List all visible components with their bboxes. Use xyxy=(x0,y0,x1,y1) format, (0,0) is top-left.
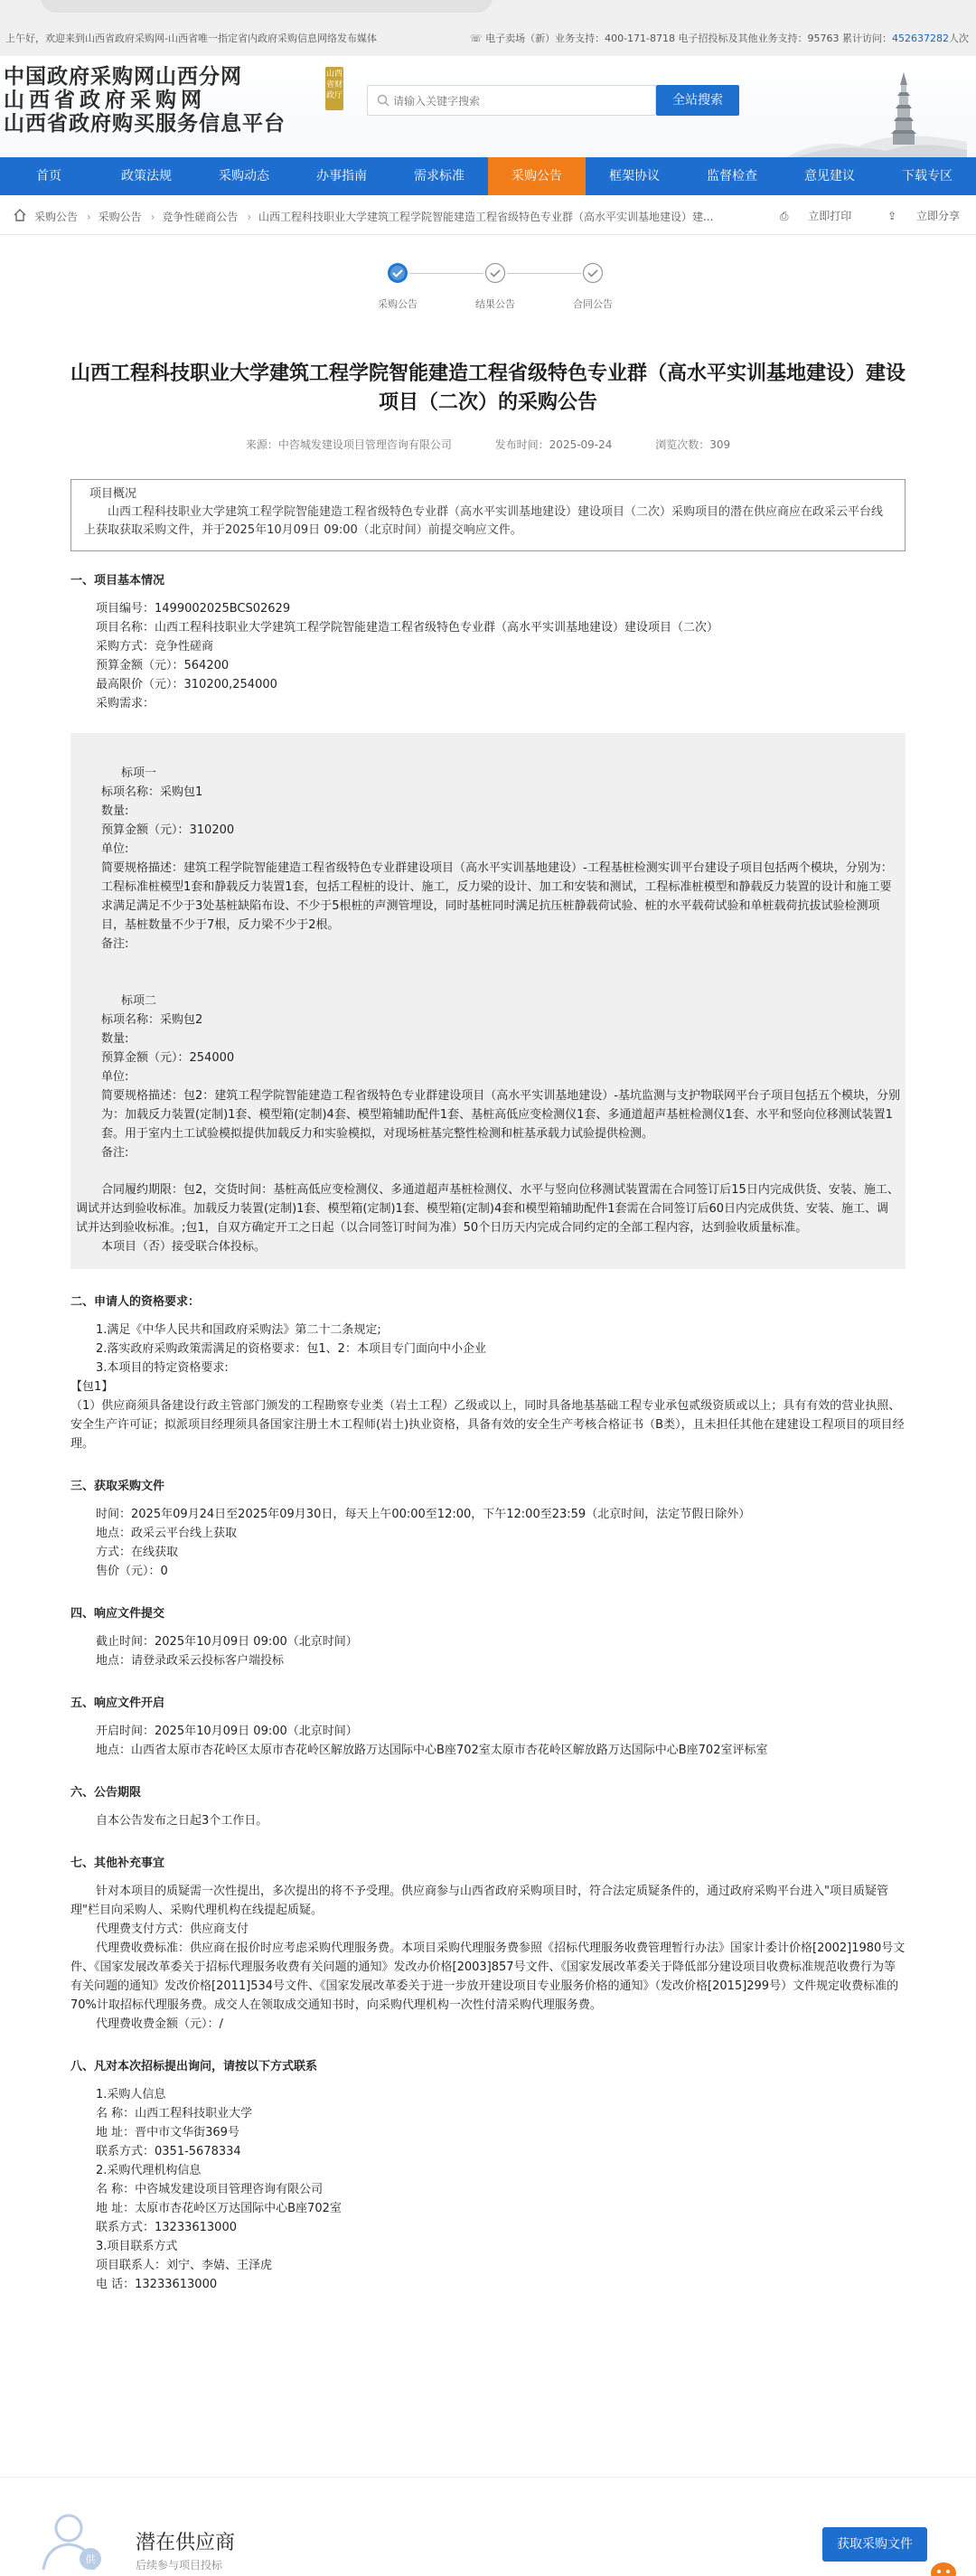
finance-seal: 山西省财政厅 xyxy=(325,67,343,110)
main-nav xyxy=(0,157,976,195)
info-line: 采购方式：竞争性磋商 xyxy=(96,640,214,653)
info-line: 代理费收费金额（元）：/ xyxy=(96,2017,223,2031)
visit-count: 452637282 xyxy=(892,33,949,44)
contact-text: 电子卖场（新）业务支持：400-171-8718 电子招投标及其他业务支持：95763 累计访问： xyxy=(485,33,892,44)
breadcrumb-separator: › xyxy=(150,211,155,223)
info-line: 地点：政采云平台线上获取 xyxy=(96,1527,238,1540)
logo-line-2: 山西省政府采购网 xyxy=(4,88,206,112)
info-line: 名 称：中咨城发建设项目管理咨询有限公司 xyxy=(96,2183,324,2196)
breadcrumb-item[interactable]: 采购公告 xyxy=(34,211,79,223)
section-heading: 二、申请人的资格要求： xyxy=(70,1295,201,1309)
section-heading: 八、凡对本次招标提出询问，请按以下方式联系 xyxy=(70,2060,318,2073)
breadcrumb xyxy=(0,197,976,235)
nav-home[interactable]: 首页 xyxy=(36,169,61,183)
bid-head: 标项一 xyxy=(121,766,157,780)
breadcrumb-current: 山西工程科技职业大学建筑工程学院智能建造工程省级特色专业群（高水平实训基地建设）建... xyxy=(258,211,714,223)
nav-framework[interactable]: 框架协议 xyxy=(609,169,660,183)
consortium-note: 本项目（否）接受联合体投标。 xyxy=(101,1240,267,1254)
supplier-subtitle: 后续参与项目投标 xyxy=(136,2559,223,2571)
search-input[interactable] xyxy=(393,91,646,111)
section-heading: 三、获取采购文件 xyxy=(70,1480,165,1493)
title-line-1: 山西工程科技职业大学建筑工程学院智能建造工程省级特色专业群（高水平实训基地建设）建设 xyxy=(70,362,906,385)
overview-heading: 项目概况 xyxy=(89,487,137,501)
info-paragraph: 针对本项目的质疑需一次性提出，多次提出的将不予受理。供应商参与山西省政府采购项目时，符合法定质疑条件的，通过政府采购平台进入"项目质疑管理"栏目向采购人、采购代理机构在线提起质疑。 xyxy=(70,1885,888,1917)
step-procurement[interactable] xyxy=(361,262,434,311)
contact-info xyxy=(470,31,969,45)
bid-note: 备注: xyxy=(101,1146,129,1160)
overview-text: 山西工程科技职业大学建筑工程学院智能建造工程省级特色专业群（高水平实训基地建设）建设项目（二次）采购项目的潜在供应商应在政采云平台线上获取获取采购文件，并于2025年10月09日 09:00（北京时间）前提交响应文件。 xyxy=(84,505,884,537)
site-logo[interactable] xyxy=(4,65,286,136)
get-documents-button[interactable]: 获取采购文件 xyxy=(822,2527,927,2562)
info-paragraph: （1）供应商须具备建设行政主管部门颁发的工程勘察专业类（岩土工程）乙级或以上，同时具备地基基础工程专业承包贰级资质或以上；具有有效的营业执照、安全生产许可证；拟派项目经理须具备国家注册土木工程师(岩土)执业资格，具备有效的安全生产考核合格证书（B类），且未担任其他在建建设工程项目的项目经理。 xyxy=(70,1399,905,1451)
site-header xyxy=(0,56,976,157)
contract-period: 合同履约期限：包2，交货时间：基桩高低应变检测仪、多通道超声基桩检测仪、水平与竖向位移测试装置需在合同签订后15日内完成供货、安装、施工、调试并达到验收标准。加载反力装置(定制)1套、模型箱(定制)1套、模型箱(定制)4套和模型箱辅助配件1套需在合同签订后60日内完成供货、安装、施工、调试并达到验收标准。;包1，自双方确定开工之日起（以合同签订时间为准）50个日历天内完成合同约定的全部工程内容，达到验收质量标准。 xyxy=(76,1183,899,1235)
progress-steps xyxy=(0,262,976,316)
section-heading: 六、公告期限 xyxy=(70,1786,142,1800)
info-line: 3.本项目的特定资格要求: xyxy=(96,1361,229,1375)
info-line: 2.采购代理机构信息 xyxy=(96,2164,202,2177)
bid-head: 标项二 xyxy=(121,994,157,1008)
step-label: 采购公告 xyxy=(378,298,418,310)
bid-budget: 预算金额（元）：310200 xyxy=(101,823,235,837)
bid-qty: 数量: xyxy=(101,1032,129,1046)
check-circle-icon xyxy=(582,262,604,284)
bid-note: 备注: xyxy=(101,937,129,951)
info-line: 1.满足《中华人民共和国政府采购法》第二十二条规定; xyxy=(96,1323,381,1337)
share-icon: ⇪ xyxy=(887,210,900,222)
step-result[interactable] xyxy=(459,262,531,311)
check-circle-icon xyxy=(387,262,408,284)
logo-line-1: 中国政府采购网山西分网 xyxy=(4,64,242,89)
step-label: 合同公告 xyxy=(573,298,613,310)
share-label: 立即分享 xyxy=(915,210,960,222)
breadcrumb-separator: › xyxy=(87,211,91,223)
bid-package-2 xyxy=(76,992,900,1162)
nav-standards[interactable]: 需求标准 xyxy=(414,169,465,183)
step-contract[interactable] xyxy=(557,262,629,311)
print-label: 立即打印 xyxy=(808,210,852,222)
info-line: 预算金额（元）：564200 xyxy=(96,659,230,672)
check-circle-icon xyxy=(484,262,506,284)
section-heading: 一、项目基本情况 xyxy=(70,574,165,588)
bid-qty: 数量: xyxy=(101,804,129,818)
info-line: 联系方式：13233613000 xyxy=(96,2221,237,2234)
svg-text:供: 供 xyxy=(85,2553,96,2565)
bid-unit: 单位: xyxy=(101,842,129,856)
info-line: 项目编号：1499002025BCS02629 xyxy=(96,602,291,616)
bid-unit: 单位: xyxy=(101,1070,129,1084)
info-line: 最高限价（元）：310200,254000 xyxy=(96,678,277,691)
welcome-text: 上午好，欢迎来到山西省政府采购网-山西省唯一指定省内政府采购信息网络发布媒体 xyxy=(5,33,377,44)
info-line: 方式：在线获取 xyxy=(96,1546,179,1559)
page-title xyxy=(54,360,922,418)
article-body xyxy=(70,560,906,2294)
bid-spec: 简要规格描述：包2：建筑工程学院智能建造工程省级特色专业群建设项目（高水平实训基地建设）-基坑监测与支护物联网平台子项目包括五个模块，分别为：加载反力装置(定制)1套、模型箱(定制)4套、模型箱辅助配件1套、基桩高低应变检测仪1套、多通道超声基桩检测仪1套、水平和竖向位移测试装置1套。用于室内土工试验模拟提供加载反力和实验模拟，对现场桩基完整性检测和桩基承载力试验提供检测。 xyxy=(101,1089,900,1141)
info-line: 【包1】 xyxy=(70,1380,114,1394)
info-line: 1.采购人信息 xyxy=(96,2088,166,2101)
breadcrumb-item[interactable]: 采购公告 xyxy=(98,211,142,223)
bid-budget: 预算金额（元）：254000 xyxy=(101,1051,235,1065)
article-meta xyxy=(0,437,976,452)
info-line: 截止时间：2025年10月09日 09:00（北京时间） xyxy=(96,1635,358,1649)
info-line: 联系方式：0351-5678334 xyxy=(96,2145,241,2158)
pagoda-illustration xyxy=(786,56,967,157)
printer-icon: ⎙ xyxy=(779,210,793,222)
nav-guide[interactable]: 办事指南 xyxy=(316,169,367,183)
nav-policy[interactable]: 政策法规 xyxy=(121,169,172,183)
info-line: 自本公告发布之日起3个工作日。 xyxy=(96,1814,268,1828)
phone-icon: ☏ xyxy=(469,33,486,44)
article-date: 发布时间：2025-09-24 xyxy=(494,438,613,451)
search-button[interactable]: 全站搜索 xyxy=(656,85,739,116)
article-source: 来源：中咨城发建设项目管理咨询有限公司 xyxy=(245,438,452,451)
supplier-title: 潜在供应商 xyxy=(136,2532,236,2554)
info-line: 采购需求： xyxy=(96,697,155,710)
logo-line-3: 山西省政府购买服务信息平台 xyxy=(4,111,286,136)
nav-feedback[interactable]: 意见建议 xyxy=(804,169,855,183)
bid-spec: 简要规格描述：建筑工程学院智能建造工程省级特色专业群建设项目（高水平实训基地建设）-工程基桩检测实训平台建设子项目包括两个模块，分别为：工程标准桩模型1套和静载反力装置1套，包括工程桩的设计、施工，反力梁的设计、加工和安装和测试，工程标准桩模型和静载反力装置的设计和施工要求满足满足不少于3处基桩缺陷布设、不少于5根桩的声测管埋设，同时基桩同时满足抗压桩静载荷试验、桩的水平载荷试验和单桩载荷抗拔试验检测项目，基桩数量不少于7根，反力梁不少于2根。 xyxy=(101,861,893,932)
bid-name: 标项名称：采购包2 xyxy=(101,1013,203,1027)
info-line: 名 称：山西工程科技职业大学 xyxy=(96,2107,253,2120)
nav-news[interactable]: 采购动态 xyxy=(219,169,269,183)
article-views: 浏览次数：309 xyxy=(655,438,731,451)
search-icon xyxy=(377,94,389,107)
nav-supervision[interactable]: 监督检查 xyxy=(707,169,757,183)
info-line: 2.落实政府采购政策需满足的资格要求：包1、2：本项目专门面向中小企业 xyxy=(96,1342,486,1356)
info-line: 地点：山西省太原市杏花岭区太原市杏花岭区解放路万达国际中心B座702室太原市杏花岭区解放路万达国际中心B座702室评标室 xyxy=(96,1744,768,1757)
bid-name: 标项名称：采购包1 xyxy=(101,785,203,799)
search-box xyxy=(367,85,656,116)
procurement-requirements xyxy=(70,733,906,1269)
mascot-icon[interactable] xyxy=(924,2559,963,2576)
info-line: 代理费支付方式：供应商支付 xyxy=(96,1923,249,1936)
info-line: 电 话：13233613000 xyxy=(96,2278,218,2291)
browser-address-pill xyxy=(41,0,493,13)
step-label: 结果公告 xyxy=(475,298,515,310)
info-line: 时间：2025年09月24日至2025年09月30日，每天上午00:00至12:00，下午12:00至23:59（北京时间，法定节假日除外） xyxy=(96,1508,751,1521)
info-line: 售价（元）：0 xyxy=(96,1565,168,1578)
supplier-avatar-icon xyxy=(36,2505,108,2576)
title-line-2: 项目（二次）的采购公告 xyxy=(378,391,597,414)
info-line: 地 址：晋中市文华街369号 xyxy=(96,2126,239,2139)
home-icon[interactable] xyxy=(13,208,27,222)
info-line: 3.项目联系方式 xyxy=(96,2240,178,2253)
visit-unit: 人次 xyxy=(949,33,969,44)
info-line: 地 址：太原市杏花岭区万达国际中心B座702室 xyxy=(96,2202,342,2215)
nav-announcements[interactable]: 采购公告 xyxy=(488,157,586,195)
project-overview xyxy=(70,479,906,551)
breadcrumb-separator: › xyxy=(247,211,252,223)
share-button[interactable] xyxy=(871,210,960,222)
bid-package-1 xyxy=(76,749,900,954)
info-line: 项目联系人：刘宁、李婧、王泽虎 xyxy=(96,2259,273,2272)
breadcrumb-item[interactable]: 竞争性磋商公告 xyxy=(162,211,239,223)
supplier-bar xyxy=(0,2477,976,2576)
info-line: 项目名称：山西工程科技职业大学建筑工程学院智能建造工程省级特色专业群（高水平实训基地建设）建设项目（二次） xyxy=(96,621,719,635)
info-line: 地点：请登录政采云投标客户端投标 xyxy=(96,1654,285,1668)
info-line: 开启时间：2025年10月09日 09:00（北京时间） xyxy=(96,1725,358,1738)
section-heading: 七、其他补充事宜 xyxy=(70,1857,165,1870)
section-heading: 五、响应文件开启 xyxy=(70,1697,165,1710)
print-button[interactable] xyxy=(764,210,851,222)
info-paragraph: 代理费收费标准：供应商在报价时应考虑采购代理服务费。本项目采购代理服务费参照《招标代理服务收费管理暂行办法》国家计委计价格[2002]1980号文件、《国家发展改革委关于招标代理服务收费有关问题的通知》发改办价格[2003]857号文件、《国家发展改革委关于降低部分建设项目收费标准规范收费行为等有关问题的通知》发改价格[2011]534号文件、《国家发展改革委关于进一步放开建设项目专业服务价格的通知》（发改价格[2015]299号）文件规定收费标准的70%计取招标代理服务费。成交人在领取成交通知书时，向采购代理机构一次性付清采购代理服务费。 xyxy=(70,1941,906,2012)
nav-downloads[interactable]: 下载专区 xyxy=(902,169,953,183)
section-heading: 四、响应文件提交 xyxy=(70,1607,165,1621)
